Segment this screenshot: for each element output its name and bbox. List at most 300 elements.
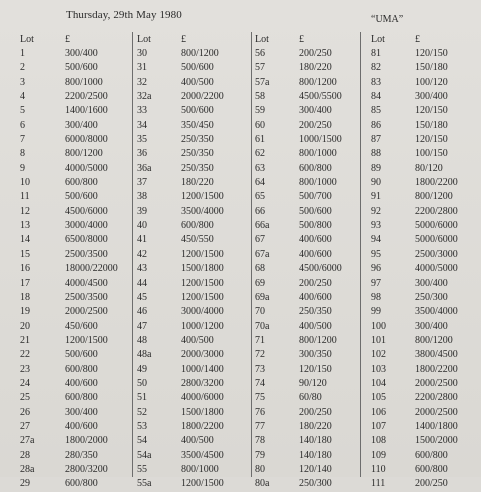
estimate-range: 600/800 bbox=[181, 220, 214, 232]
estimate-range: 1000/1200 bbox=[181, 320, 224, 332]
estimate-range: 500/600 bbox=[181, 62, 214, 74]
lot-row bbox=[371, 233, 458, 247]
lot-number: 66 bbox=[255, 205, 265, 217]
lot-number: 73 bbox=[255, 363, 265, 375]
lot-row bbox=[255, 147, 342, 161]
estimate-range: 2000/3000 bbox=[181, 349, 224, 361]
estimate-range: 4500/6000 bbox=[65, 205, 108, 217]
lot-number: 46 bbox=[137, 306, 147, 318]
lot-row bbox=[20, 176, 118, 190]
estimate-range: 1000/1500 bbox=[299, 134, 342, 146]
estimate-range: 2500/3000 bbox=[415, 248, 458, 260]
estimate-range: 6000/8000 bbox=[65, 134, 108, 146]
lot-row bbox=[20, 463, 118, 477]
estimate-range: 120/150 bbox=[415, 48, 448, 59]
lot-number: 36a bbox=[137, 162, 152, 174]
lot-number: 28a bbox=[20, 463, 35, 475]
estimate-range: 4000/5000 bbox=[65, 162, 108, 174]
lot-row bbox=[137, 119, 224, 133]
estimate-range: 500/600 bbox=[65, 349, 98, 361]
estimate-range: 120/150 bbox=[415, 105, 448, 117]
estimate-range: 120/150 bbox=[299, 363, 332, 375]
lot-number: 3 bbox=[20, 76, 25, 88]
column-header bbox=[255, 34, 342, 46]
estimate-range: 500/700 bbox=[299, 191, 332, 203]
lot-number: 34 bbox=[137, 119, 147, 131]
lot-number: 57a bbox=[255, 76, 270, 88]
lot-number: 23 bbox=[20, 363, 30, 375]
estimate-range: 500/600 bbox=[65, 191, 98, 203]
lot-number: 103 bbox=[371, 363, 386, 375]
lot-row bbox=[371, 205, 458, 219]
estimate-range: 3500/4000 bbox=[181, 205, 224, 217]
lot-row bbox=[255, 176, 342, 190]
lot-number: 27a bbox=[20, 435, 35, 447]
lot-number: 29 bbox=[20, 478, 30, 490]
estimate-range: 2800/3200 bbox=[181, 377, 224, 389]
lot-number: 56 bbox=[255, 48, 265, 59]
estimate-range: 1500/1800 bbox=[181, 263, 224, 275]
estimate-range: 250/350 bbox=[181, 162, 214, 174]
lot-list bbox=[371, 47, 458, 492]
lot-row bbox=[137, 291, 224, 305]
estimate-range: 140/180 bbox=[299, 435, 332, 447]
lot-row bbox=[255, 391, 342, 405]
lot-number: 9 bbox=[20, 162, 25, 174]
lot-row bbox=[255, 104, 342, 118]
estimate-range: 800/1200 bbox=[299, 334, 337, 346]
estimate-range: 200/250 bbox=[415, 478, 448, 490]
lot-number: 48 bbox=[137, 334, 147, 346]
estimate-range: 400/500 bbox=[299, 320, 332, 332]
lot-row bbox=[137, 420, 224, 434]
lot-number: 95 bbox=[371, 248, 381, 260]
lot-number: 86 bbox=[371, 119, 381, 131]
lot-header: Lot bbox=[20, 34, 34, 45]
lot-row bbox=[137, 176, 224, 190]
lot-row bbox=[137, 463, 224, 477]
lot-number: 84 bbox=[371, 91, 381, 103]
lot-number: 25 bbox=[20, 392, 30, 404]
lot-number: 99 bbox=[371, 306, 381, 318]
sale-date: Thursday, 29th May 1980 bbox=[66, 9, 182, 21]
lot-row bbox=[255, 348, 342, 362]
lot-row bbox=[20, 434, 118, 448]
lot-number: 72 bbox=[255, 349, 265, 361]
estimate-range: 800/1000 bbox=[299, 148, 337, 160]
estimate-range: 800/1200 bbox=[415, 191, 453, 203]
lot-row bbox=[371, 104, 458, 118]
lot-number: 4 bbox=[20, 91, 25, 103]
lot-row bbox=[371, 147, 458, 161]
lot-number: 65 bbox=[255, 191, 265, 203]
lot-number: 32 bbox=[137, 76, 147, 88]
lot-row bbox=[371, 449, 458, 463]
lot-row bbox=[20, 219, 118, 233]
lot-row bbox=[371, 477, 458, 491]
lot-number: 16 bbox=[20, 263, 30, 275]
lot-row bbox=[371, 119, 458, 133]
lot-row bbox=[371, 291, 458, 305]
lot-number: 67 bbox=[255, 234, 265, 246]
lot-number: 15 bbox=[20, 248, 30, 260]
lot-number: 26 bbox=[20, 406, 30, 418]
lot-number: 39 bbox=[137, 205, 147, 217]
lot-number: 81 bbox=[371, 48, 381, 59]
lot-number: 55 bbox=[137, 463, 147, 475]
lot-row bbox=[137, 147, 224, 161]
lot-header: Lot bbox=[371, 34, 385, 45]
column-divider bbox=[360, 32, 361, 477]
estimate-range: 500/600 bbox=[65, 62, 98, 74]
estimate-range: 300/400 bbox=[65, 119, 98, 131]
lot-row bbox=[20, 104, 118, 118]
estimate-range: 500/800 bbox=[299, 220, 332, 232]
lot-row bbox=[371, 162, 458, 176]
lot-number: 54a bbox=[137, 449, 152, 461]
lot-row bbox=[371, 406, 458, 420]
lot-number: 7 bbox=[20, 134, 25, 146]
estimate-range: 250/300 bbox=[299, 478, 332, 490]
lot-row bbox=[20, 406, 118, 420]
estimate-range: 120/150 bbox=[415, 134, 448, 146]
lot-row bbox=[371, 133, 458, 147]
lot-row bbox=[371, 61, 458, 75]
lot-number: 60 bbox=[255, 119, 265, 131]
lot-row bbox=[371, 463, 458, 477]
lot-number: 42 bbox=[137, 248, 147, 260]
estimate-range: 2000/2500 bbox=[415, 406, 458, 418]
lot-number: 79 bbox=[255, 449, 265, 461]
lot-number: 110 bbox=[371, 463, 386, 475]
lot-row bbox=[371, 420, 458, 434]
lot-row bbox=[371, 348, 458, 362]
lot-number: 61 bbox=[255, 134, 265, 146]
lot-row bbox=[137, 449, 224, 463]
column-header bbox=[371, 34, 458, 46]
estimate-range: 300/400 bbox=[415, 277, 448, 289]
lot-row bbox=[20, 477, 118, 491]
estimate-range: 180/220 bbox=[299, 420, 332, 432]
estimate-range: 300/400 bbox=[415, 91, 448, 103]
estimate-range: 400/500 bbox=[181, 334, 214, 346]
lot-row bbox=[20, 47, 118, 61]
lot-row bbox=[20, 76, 118, 90]
estimate-range: 200/250 bbox=[299, 119, 332, 131]
lot-number: 21 bbox=[20, 334, 30, 346]
estimate-range: 200/250 bbox=[299, 277, 332, 289]
estimate-range: 1800/2200 bbox=[181, 420, 224, 432]
estimate-range: 250/350 bbox=[181, 148, 214, 160]
estimate-range: 1200/1500 bbox=[181, 478, 224, 490]
lot-number: 91 bbox=[371, 191, 381, 203]
column-header bbox=[20, 34, 118, 46]
lot-number: 64 bbox=[255, 177, 265, 189]
estimate-range: 5000/6000 bbox=[415, 220, 458, 232]
lot-row bbox=[371, 391, 458, 405]
lot-row bbox=[255, 133, 342, 147]
lot-number: 20 bbox=[20, 320, 30, 332]
estimate-range: 400/500 bbox=[181, 435, 214, 447]
lot-row bbox=[20, 133, 118, 147]
lot-row bbox=[371, 434, 458, 448]
estimate-range: 3500/4000 bbox=[415, 306, 458, 318]
lot-row bbox=[20, 190, 118, 204]
lot-number: 109 bbox=[371, 449, 386, 461]
lot-row bbox=[371, 277, 458, 291]
lot-number: 53 bbox=[137, 420, 147, 432]
estimate-range: 2200/2800 bbox=[415, 205, 458, 217]
lot-number: 97 bbox=[371, 277, 381, 289]
estimate-range: 200/250 bbox=[299, 48, 332, 59]
lot-list bbox=[20, 47, 118, 492]
estimate-range: 1000/1400 bbox=[181, 363, 224, 375]
lot-number: 41 bbox=[137, 234, 147, 246]
lot-row bbox=[137, 305, 224, 319]
estimate-range: 4500/5500 bbox=[299, 91, 342, 103]
lot-number: 38 bbox=[137, 191, 147, 203]
estimate-range: 300/400 bbox=[65, 48, 98, 59]
estimate-range: 2200/2500 bbox=[65, 91, 108, 103]
lot-row bbox=[20, 291, 118, 305]
lot-row bbox=[371, 47, 458, 61]
lot-number: 30 bbox=[137, 48, 147, 59]
estimate-range: 800/1000 bbox=[299, 177, 337, 189]
estimate-range: 2000/2500 bbox=[65, 306, 108, 318]
lot-number: 32a bbox=[137, 91, 152, 103]
estimate-range: 800/1200 bbox=[299, 76, 337, 88]
lot-row bbox=[20, 320, 118, 334]
estimate-range: 4000/5000 bbox=[415, 263, 458, 275]
estimate-range: 250/350 bbox=[181, 134, 214, 146]
lot-number: 51 bbox=[137, 392, 147, 404]
estimate-range: 300/350 bbox=[299, 349, 332, 361]
estimate-range: 180/220 bbox=[181, 177, 214, 189]
lot-row bbox=[20, 348, 118, 362]
lot-number: 75 bbox=[255, 392, 265, 404]
estimate-range: 1800/2200 bbox=[415, 177, 458, 189]
estimate-range: 400/500 bbox=[181, 76, 214, 88]
lot-row bbox=[137, 47, 224, 61]
lot-row bbox=[255, 449, 342, 463]
estimate-range: 600/800 bbox=[65, 363, 98, 375]
lot-number: 82 bbox=[371, 62, 381, 74]
lot-row bbox=[137, 334, 224, 348]
lot-row bbox=[255, 90, 342, 104]
lot-number: 14 bbox=[20, 234, 30, 246]
lot-row bbox=[255, 61, 342, 75]
lot-row bbox=[137, 348, 224, 362]
lot-number: 10 bbox=[20, 177, 30, 189]
lot-number: 96 bbox=[371, 263, 381, 275]
lot-number: 66a bbox=[255, 220, 270, 232]
lot-row bbox=[371, 305, 458, 319]
lot-row bbox=[137, 162, 224, 176]
lot-number: 49 bbox=[137, 363, 147, 375]
lot-number: 111 bbox=[371, 478, 386, 490]
lot-row bbox=[137, 248, 224, 262]
lot-number: 58 bbox=[255, 91, 265, 103]
lot-row bbox=[137, 90, 224, 104]
lot-row bbox=[20, 377, 118, 391]
estimate-column-2 bbox=[137, 34, 224, 492]
estimate-range: 800/1200 bbox=[415, 334, 453, 346]
estimate-range: 300/400 bbox=[415, 320, 448, 332]
estimate-range: 150/180 bbox=[415, 119, 448, 131]
estimate-range: 300/400 bbox=[299, 105, 332, 117]
lot-number: 70a bbox=[255, 320, 270, 332]
lot-list bbox=[137, 47, 224, 492]
lot-number: 48a bbox=[137, 349, 152, 361]
estimate-range: 100/150 bbox=[415, 148, 448, 160]
estimate-range: 450/600 bbox=[65, 320, 98, 332]
lot-row bbox=[20, 420, 118, 434]
lot-row bbox=[20, 449, 118, 463]
estimate-range: 60/80 bbox=[299, 392, 322, 404]
estimate-range: 120/140 bbox=[299, 463, 332, 475]
lot-number: 62 bbox=[255, 148, 265, 160]
lot-row bbox=[255, 334, 342, 348]
lot-number: 8 bbox=[20, 148, 25, 160]
lot-number: 59 bbox=[255, 105, 265, 117]
estimate-column-4 bbox=[371, 34, 458, 492]
lot-row bbox=[255, 162, 342, 176]
estimate-range: 250/350 bbox=[299, 306, 332, 318]
estimate-range: 3000/4000 bbox=[65, 220, 108, 232]
lot-row bbox=[371, 262, 458, 276]
sale-code: “UMA” bbox=[371, 14, 404, 25]
lot-number: 68 bbox=[255, 263, 265, 275]
lot-number: 24 bbox=[20, 377, 30, 389]
lot-row bbox=[137, 277, 224, 291]
estimate-column-1 bbox=[20, 34, 118, 492]
lot-row bbox=[20, 334, 118, 348]
estimate-range: 280/350 bbox=[65, 449, 98, 461]
estimate-range: 2000/2500 bbox=[415, 377, 458, 389]
estimate-range: 3000/4000 bbox=[181, 306, 224, 318]
lot-row bbox=[137, 61, 224, 75]
lot-number: 87 bbox=[371, 134, 381, 146]
lot-row bbox=[255, 434, 342, 448]
lot-number: 22 bbox=[20, 349, 30, 361]
lot-row bbox=[20, 277, 118, 291]
estimate-range: 5000/6000 bbox=[415, 234, 458, 246]
lot-row bbox=[255, 190, 342, 204]
lot-list bbox=[255, 47, 342, 492]
lot-number: 13 bbox=[20, 220, 30, 232]
lot-number: 69 bbox=[255, 277, 265, 289]
lot-number: 71 bbox=[255, 334, 265, 346]
lot-number: 76 bbox=[255, 406, 265, 418]
estimate-range: 800/1000 bbox=[65, 76, 103, 88]
lot-row bbox=[255, 277, 342, 291]
lot-row bbox=[137, 434, 224, 448]
lot-row bbox=[20, 391, 118, 405]
lot-number: 11 bbox=[20, 191, 30, 203]
lot-row bbox=[255, 420, 342, 434]
lot-number: 67a bbox=[255, 248, 270, 260]
lot-row bbox=[137, 205, 224, 219]
estimate-range: 1500/2000 bbox=[415, 435, 458, 447]
lot-row bbox=[255, 248, 342, 262]
lot-number: 18 bbox=[20, 291, 30, 303]
lot-number: 77 bbox=[255, 420, 265, 432]
lot-row bbox=[137, 377, 224, 391]
lot-row bbox=[371, 219, 458, 233]
lot-row bbox=[137, 190, 224, 204]
estimate-range: 800/1200 bbox=[65, 148, 103, 160]
lot-number: 36 bbox=[137, 148, 147, 160]
lot-row bbox=[20, 119, 118, 133]
lot-header: Lot bbox=[137, 34, 151, 45]
lot-number: 1 bbox=[20, 48, 25, 59]
lot-row bbox=[255, 406, 342, 420]
estimate-range: 2500/3500 bbox=[65, 248, 108, 260]
column-header bbox=[137, 34, 224, 46]
estimate-range: 400/600 bbox=[299, 291, 332, 303]
estimate-range: 250/300 bbox=[415, 291, 448, 303]
lot-row bbox=[255, 291, 342, 305]
lot-number: 88 bbox=[371, 148, 381, 160]
lot-number: 12 bbox=[20, 205, 30, 217]
lot-number: 108 bbox=[371, 435, 386, 447]
lot-number: 19 bbox=[20, 306, 30, 318]
lot-number: 47 bbox=[137, 320, 147, 332]
lot-row bbox=[371, 248, 458, 262]
lot-number: 80a bbox=[255, 478, 270, 490]
lot-number: 85 bbox=[371, 105, 381, 117]
estimate-range: 6500/8000 bbox=[65, 234, 108, 246]
estimate-range: 450/550 bbox=[181, 234, 214, 246]
pound-header: £ bbox=[299, 34, 304, 45]
lot-row bbox=[371, 320, 458, 334]
estimate-range: 1400/1600 bbox=[65, 105, 108, 117]
column-divider bbox=[251, 32, 252, 477]
lot-row bbox=[255, 47, 342, 61]
lot-row bbox=[371, 334, 458, 348]
lot-number: 5 bbox=[20, 105, 25, 117]
lot-number: 37 bbox=[137, 177, 147, 189]
lot-number: 101 bbox=[371, 334, 386, 346]
estimate-range: 1200/1500 bbox=[181, 277, 224, 289]
lot-row bbox=[20, 363, 118, 377]
estimate-range: 1200/1500 bbox=[181, 248, 224, 260]
estimate-range: 1800/2000 bbox=[65, 435, 108, 447]
lot-number: 33 bbox=[137, 105, 147, 117]
lot-number: 43 bbox=[137, 263, 147, 275]
estimate-range: 2800/3200 bbox=[65, 463, 108, 475]
estimate-range: 150/180 bbox=[415, 62, 448, 74]
lot-number: 45 bbox=[137, 291, 147, 303]
lot-row bbox=[255, 377, 342, 391]
estimate-column-3 bbox=[255, 34, 342, 492]
estimate-range: 600/800 bbox=[65, 392, 98, 404]
lot-row bbox=[255, 477, 342, 491]
lot-row bbox=[137, 262, 224, 276]
lot-row bbox=[20, 61, 118, 75]
lot-row bbox=[137, 219, 224, 233]
lot-number: 92 bbox=[371, 205, 381, 217]
lot-number: 52 bbox=[137, 406, 147, 418]
lot-row bbox=[255, 219, 342, 233]
estimate-range: 300/400 bbox=[65, 406, 98, 418]
lot-number: 90 bbox=[371, 177, 381, 189]
lot-row bbox=[255, 262, 342, 276]
lot-row bbox=[371, 90, 458, 104]
estimate-range: 1800/2200 bbox=[415, 363, 458, 375]
lot-number: 35 bbox=[137, 134, 147, 146]
estimate-range: 500/600 bbox=[181, 105, 214, 117]
